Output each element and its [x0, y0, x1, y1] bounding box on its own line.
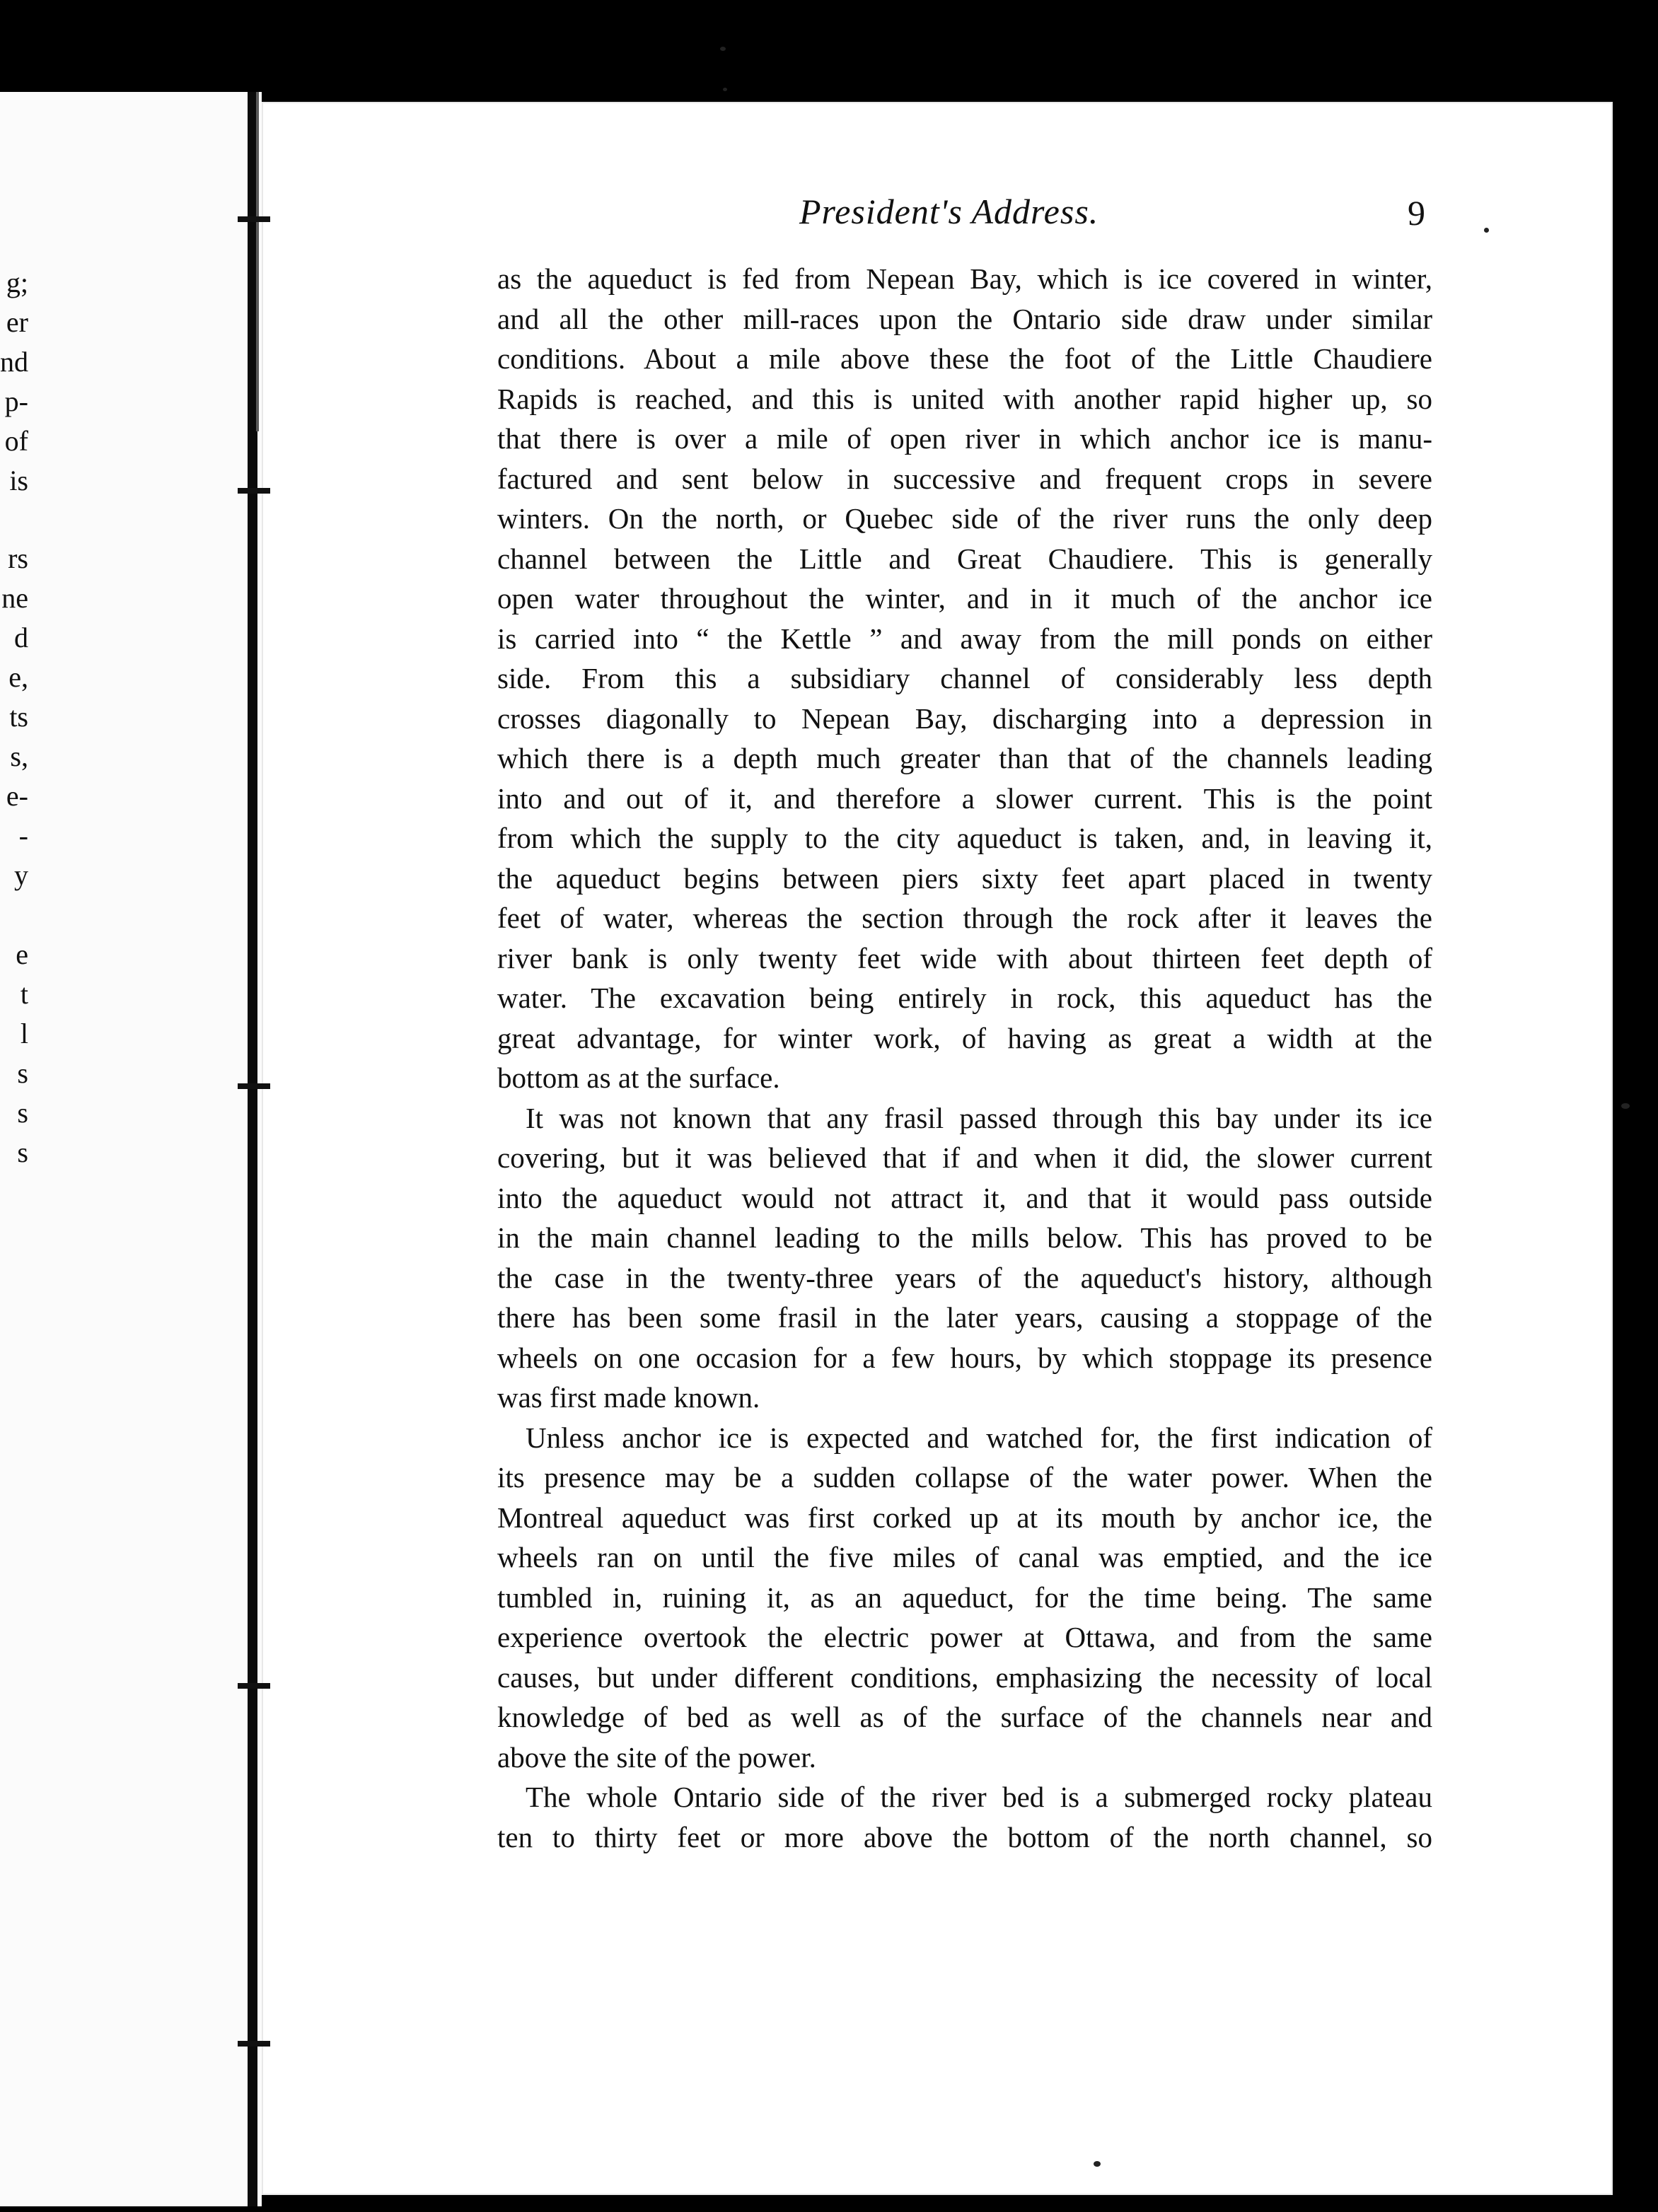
- text-line: wheels on one occasion for a few hours, by which stoppage its presence: [497, 1341, 1432, 1374]
- text-line: from which the supply to the city aqueduct is taken, and, in leaving it,: [497, 822, 1432, 854]
- prev-page-fragment: of: [4, 425, 28, 457]
- binding-stitch: [238, 216, 270, 222]
- text-line: water. The excavation being entirely in rock, this aqueduct has the: [497, 982, 1432, 1014]
- paragraph: [497, 1777, 1432, 1857]
- text-line: causes, but under different conditions, emphasizing the necessity of local: [497, 1660, 1432, 1694]
- text-line: It was not known that any frasil passed through this bay under its ice: [526, 1101, 1432, 1134]
- running-header: President's Address.: [799, 192, 1099, 231]
- text-line: great advantage, for winter work, of having as great a width at the: [497, 1021, 1432, 1054]
- scan-speck: [723, 88, 727, 91]
- prev-page-fragment: nd: [0, 346, 28, 378]
- text-line: is carried into “ the Kettle ” and away from the mill ponds on either: [497, 622, 1432, 655]
- text-line: factured and sent below in successive and frequent crops in severe: [497, 462, 1432, 495]
- text-line: feet of water, whereas the section through the rock after it leaves the: [497, 902, 1432, 934]
- text-line: side. From this a subsidiary channel of considerably less depth: [497, 662, 1432, 694]
- text-line: the aqueduct begins between piers sixty feet apart placed in twenty: [497, 861, 1432, 895]
- prev-page-fragment: e,: [8, 661, 28, 693]
- prev-page-fragment: p-: [4, 385, 28, 417]
- prev-page-fragment: s: [17, 1057, 28, 1089]
- prev-page-fragment: s,: [10, 740, 28, 772]
- prev-page-fragment: ts: [9, 701, 28, 733]
- prev-page-fragment: t: [20, 978, 28, 1010]
- text-line: The whole Ontario side of the river bed is a submerged rocky plateau: [526, 1781, 1432, 1813]
- text-line: winters. On the north, or Quebec side of the river runs the only deep: [497, 502, 1432, 535]
- text-line: and all the other mill-races upon the Ontario side draw under similar: [497, 302, 1432, 335]
- text-line: the case in the twenty-three years of the aqueduct's history, although: [497, 1261, 1432, 1294]
- text-line: its presence may be a sudden collapse of the water power. When the: [497, 1461, 1432, 1494]
- previous-page-edge: [0, 92, 262, 2206]
- prev-page-fragment: er: [6, 306, 28, 338]
- text-line: wheels ran on until the five miles of canal was emptied, and the ice: [497, 1541, 1432, 1573]
- text-line: above the site of the power.: [497, 1740, 816, 1774]
- page-body: [497, 259, 1432, 1857]
- text-line: in the main channel leading to the mills below. This has proved to be: [497, 1221, 1432, 1254]
- text-line: tumbled in, ruining it, as an aqueduct, for the time being. The same: [497, 1581, 1432, 1614]
- prev-page-fragment: s: [17, 1136, 28, 1168]
- text-line: river bank is only twenty feet wide with about thirteen feet depth of: [497, 941, 1432, 974]
- scan-speck: [1094, 2161, 1101, 2167]
- text-line: crosses diagonally to Nepean Bay, discharging into a depression in: [497, 702, 1432, 735]
- binding-stitch: [238, 1083, 270, 1089]
- text-line: which there is a depth much greater than that of the channels leading: [497, 742, 1432, 774]
- text-line: into and out of it, and therefore a slower current. This is the point: [497, 781, 1432, 815]
- scan-speck: [1621, 1103, 1630, 1109]
- prev-page-fragment: is: [9, 465, 28, 496]
- scan-speck: [1484, 228, 1489, 233]
- paragraph: [497, 1098, 1432, 1418]
- text-line: there has been some frasil in the later years, causing a stoppage of the: [497, 1301, 1432, 1334]
- page-number: 9: [1408, 193, 1425, 233]
- paragraph: [497, 1418, 1432, 1778]
- text-line: experience overtook the electric power at Ottawa, and from the same: [497, 1621, 1432, 1653]
- prev-page-fragment: e: [16, 938, 28, 970]
- text-line: Montreal aqueduct was first corked up at its mouth by anchor ice, the: [497, 1501, 1432, 1534]
- prev-page-fragment: g;: [6, 267, 28, 298]
- scan-speck: [720, 47, 726, 51]
- text-line: conditions. About a mile above these the foot of the Little Chaudiere: [497, 342, 1432, 375]
- text-line: knowledge of bed as well as of the surface of the channels near and: [497, 1701, 1432, 1733]
- text-line: was first made known.: [497, 1381, 760, 1414]
- prev-page-fragment: e-: [6, 780, 28, 812]
- prev-page-fragment: rs: [8, 542, 28, 574]
- text-line: covering, but it was believed that if and when it did, the slower current: [497, 1141, 1432, 1174]
- prev-page-fragment: y: [14, 859, 28, 891]
- prev-page-fragment: s: [17, 1097, 28, 1129]
- text-line: as the aqueduct is fed from Nepean Bay, which is ice covered in winter,: [497, 262, 1432, 295]
- binding-stitch: [238, 488, 270, 494]
- text-line: ten to thirty feet or more above the bottom of the north channel, so: [497, 1820, 1432, 1853]
- text-line: Rapids is reached, and this is united with another rapid higher up, so: [497, 382, 1432, 415]
- text-line: into the aqueduct would not attract it, and that it would pass outside: [497, 1181, 1432, 1214]
- text-line: open water throughout the winter, and in it much of the anchor ice: [497, 582, 1432, 615]
- binding-stitch: [238, 2041, 270, 2047]
- prev-page-fragment: -: [18, 820, 28, 851]
- text-line: channel between the Little and Great Chaudiere. This is generally: [497, 542, 1432, 575]
- spine-highlight: [256, 92, 259, 431]
- prev-page-fragment: d: [14, 622, 28, 653]
- paragraph: [497, 259, 1432, 1098]
- prev-page-fragment: l: [20, 1018, 28, 1049]
- text-line: Unless anchor ice is expected and watched for, the first indication of: [526, 1421, 1432, 1454]
- prev-page-fragment: ne: [1, 582, 28, 614]
- binding-stitch: [238, 1683, 270, 1689]
- text-line: bottom as at the surface.: [497, 1061, 780, 1094]
- text-line: that there is over a mile of open river in which anchor ice is manu-: [497, 422, 1432, 455]
